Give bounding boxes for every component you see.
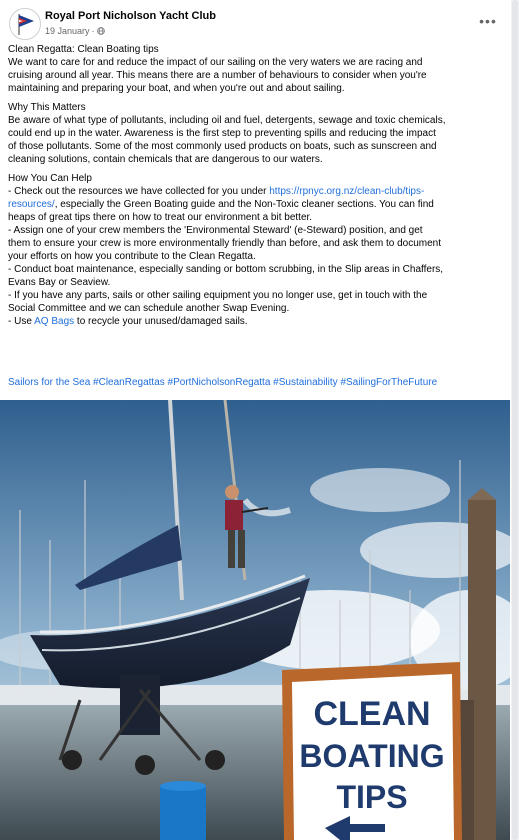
text-line — [8, 185, 512, 198]
page-scrollbar[interactable] — [511, 0, 519, 840]
text-span: , especially the Green Boating guide and the Non-Toxic cleaner sections. You can find — [54, 199, 434, 210]
text-line: cleaning solutions, contain chemicals that are dangerous to our waters. — [8, 154, 323, 165]
text-line: Be aware of what type of pollutants, including oil and fuel, detergents, sewage and toxic chemicals, — [8, 115, 446, 126]
text-line: cruising around all year. This means there are a number of behaviours to consider when you're — [8, 70, 427, 81]
resources-link-continued[interactable]: resources/ — [8, 199, 55, 210]
text-line: - Assign one of your crew members the 'Environmental Steward' (e-Steward) position, and get — [8, 225, 423, 236]
text-line: your efforts on how you contribute to the Clean Regatta. — [8, 251, 256, 262]
text-line: - If you have any parts, sails or other sailing equipment you no longer use, get in touch with the — [8, 290, 428, 301]
post-body — [8, 43, 512, 334]
text-line: We want to care for and reduce the impact of our sailing on the very waters we are racing and — [8, 57, 423, 68]
scrollbar-thumb[interactable] — [512, 0, 518, 840]
sign-text-line3: TIPS — [336, 779, 408, 815]
more-options-icon[interactable]: ••• — [479, 13, 497, 29]
text-line — [8, 198, 512, 211]
aq-bags-link[interactable]: AQ Bags — [34, 316, 75, 327]
sign-text-line2: BOATING — [299, 738, 445, 774]
text-line: heaps of great tips there on how to treat our environment a bit better. — [8, 212, 313, 223]
resources-link[interactable]: https://rpnyc.org.nz/clean-club/tips- — [269, 186, 425, 197]
text-line: them to ensure your crew is more environmentally friendly than before, and ask them to document — [8, 238, 441, 249]
text-line: maintaining and preparing your boat, and when you're out and about sailing. — [8, 83, 345, 94]
post-meta — [45, 26, 105, 36]
text-line — [8, 315, 512, 328]
section-heading: Why This Matters — [8, 102, 86, 113]
clean-boating-sign — [282, 662, 462, 840]
hashtag-sailing-for-the-future[interactable]: #SailingForTheFuture — [340, 377, 438, 388]
boat-cleaning-illustration — [0, 400, 510, 840]
how-section — [8, 172, 512, 328]
hashtag-clean-regattas[interactable]: #CleanRegattas — [93, 377, 165, 388]
hashtag-row — [8, 377, 437, 388]
hashtag-port-nicholson-regatta[interactable]: #PortNicholsonRegatta — [167, 377, 271, 388]
page-name[interactable]: Royal Port Nicholson Yacht Club — [45, 10, 216, 22]
text-span: - Check out the resources we have collected for you under — [8, 186, 270, 197]
intro-section — [8, 43, 512, 95]
section-heading: How You Can Help — [8, 173, 92, 184]
post-photo[interactable] — [0, 400, 510, 840]
sign-text-line1: CLEAN — [313, 695, 431, 733]
meta-separator: · — [91, 26, 95, 36]
hashtag-sustainability[interactable]: #Sustainability — [273, 377, 338, 388]
text-span: to recycle your unused/damaged sails. — [74, 316, 248, 327]
post-title: Clean Regatta: Clean Boating tips — [8, 44, 159, 55]
text-line: could end up in the water. Awareness is the first step to preventing spills and reducing the impact — [8, 128, 436, 139]
post-date[interactable]: 19 January — [45, 26, 90, 36]
text-line: Evans Bay or Seaview. — [8, 277, 111, 288]
globe-icon — [97, 27, 105, 35]
text-line: of those pollutants. Some of the most commonly used products on boats, such as sunscreen and — [8, 141, 437, 152]
text-line: - Conduct boat maintenance, especially sanding or bottom scrubbing, in the Slip areas in Chaffers, — [8, 264, 444, 275]
club-burgee-icon — [10, 9, 40, 39]
text-line: Social Committee and we can schedule another Swap Evening. — [8, 303, 290, 314]
text-span: - Use — [8, 316, 35, 327]
post-header — [0, 0, 519, 44]
why-section — [8, 101, 512, 166]
hashtag-sailors-for-the-sea[interactable]: Sailors for the Sea — [8, 377, 91, 388]
page-avatar[interactable] — [9, 8, 41, 40]
